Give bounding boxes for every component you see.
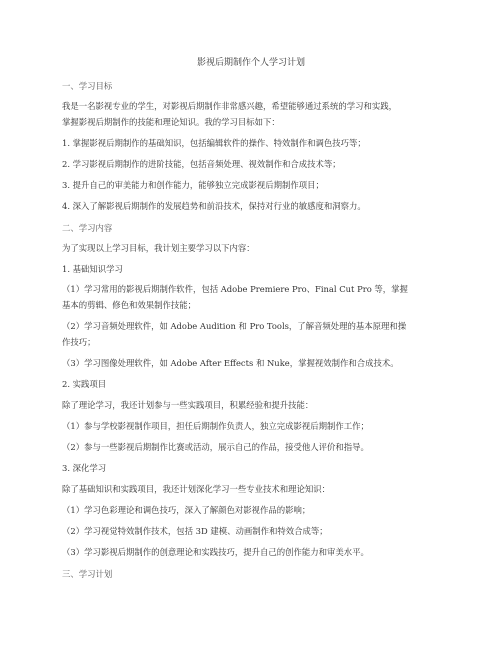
list-item-line: （2）学习音频处理软件，如 Adobe Audition 和 Pro Tools，了解音频处理的基本原理和操 bbox=[62, 321, 407, 331]
goal-item-2: 2. 学习影视后期制作的进阶技能，包括音频处理、视效制作和合成技术等； bbox=[62, 159, 341, 169]
list-item-line: （1）学习常用的影视后期制作软件，包括 Adobe Premiere Pro、Final Cut Pro 等，掌握 bbox=[62, 284, 408, 294]
list-item-line: 基本的剪辑、修色和效果制作技能； bbox=[62, 300, 196, 310]
paragraph-line: 我是一名影视专业的学生，对影视后期制作非常感兴趣，希望能够通过系统的学习和实践， bbox=[62, 101, 397, 111]
list-item-line: （2）学习视觉特效制作技术，包括 3D 建模、动画制作和特效合成等； bbox=[62, 526, 328, 536]
goal-item-4: 4. 深入了解影视后期制作的发展趋势和前沿技术，保持对行业的敏感度和洞察力。 bbox=[62, 201, 366, 211]
list-item-line: （3）学习影视后期制作的创意理论和实践技巧，提升自己的创作能力和审美水平。 bbox=[62, 547, 369, 557]
paragraph-line: 除了理论学习，我还计划参与一些实践项目，积累经验和提升技能： bbox=[62, 400, 314, 410]
list-item-line: （3）学习图像处理软件，如 Adobe After Effects 和 Nuke，掌握视效制作和合成技术。 bbox=[62, 358, 399, 368]
list-item-line: （1）参与学校影视制作项目，担任后期制作负责人，独立完成影视后期制作工作； bbox=[62, 421, 369, 431]
section-heading-learning-content: 二、学习内容 bbox=[62, 223, 113, 233]
subheading-deep-learning: 3. 深化学习 bbox=[62, 463, 107, 473]
section-heading-learning-plan: 三、学习计划 bbox=[62, 569, 113, 579]
paragraph-line: 掌握影视后期制作的技能和理论知识。我的学习目标如下： bbox=[62, 117, 280, 127]
paragraph-line: 除了基础知识和实践项目，我还计划深化学习一些专业技术和理论知识： bbox=[62, 484, 330, 494]
goal-item-1: 1. 掌握影视后期制作的基础知识，包括编辑软件的操作、特效制作和调色技巧等； bbox=[62, 138, 366, 148]
list-item-line: （1）学习色彩理论和调色技巧，深入了解颜色对影视作品的影响； bbox=[62, 505, 311, 515]
subheading-practice-projects: 2. 实践项目 bbox=[62, 379, 107, 389]
paragraph-line: 为了实现以上学习目标，我计划主要学习以下内容： bbox=[62, 243, 255, 253]
list-item-line: （2）参与一些影视后期制作比赛或活动，展示自己的作品，接受他人评价和指导。 bbox=[62, 442, 369, 452]
section-heading-learning-goals: 一、学习目标 bbox=[62, 81, 113, 91]
list-item-line: 作技巧； bbox=[62, 337, 96, 347]
goal-item-3: 3. 提升自己的审美能力和创作能力，能够独立完成影视后期制作项目； bbox=[62, 180, 324, 190]
document-title: 影视后期制作个人学习计划 bbox=[196, 58, 305, 68]
subheading-basic-knowledge: 1. 基础知识学习 bbox=[62, 264, 123, 274]
